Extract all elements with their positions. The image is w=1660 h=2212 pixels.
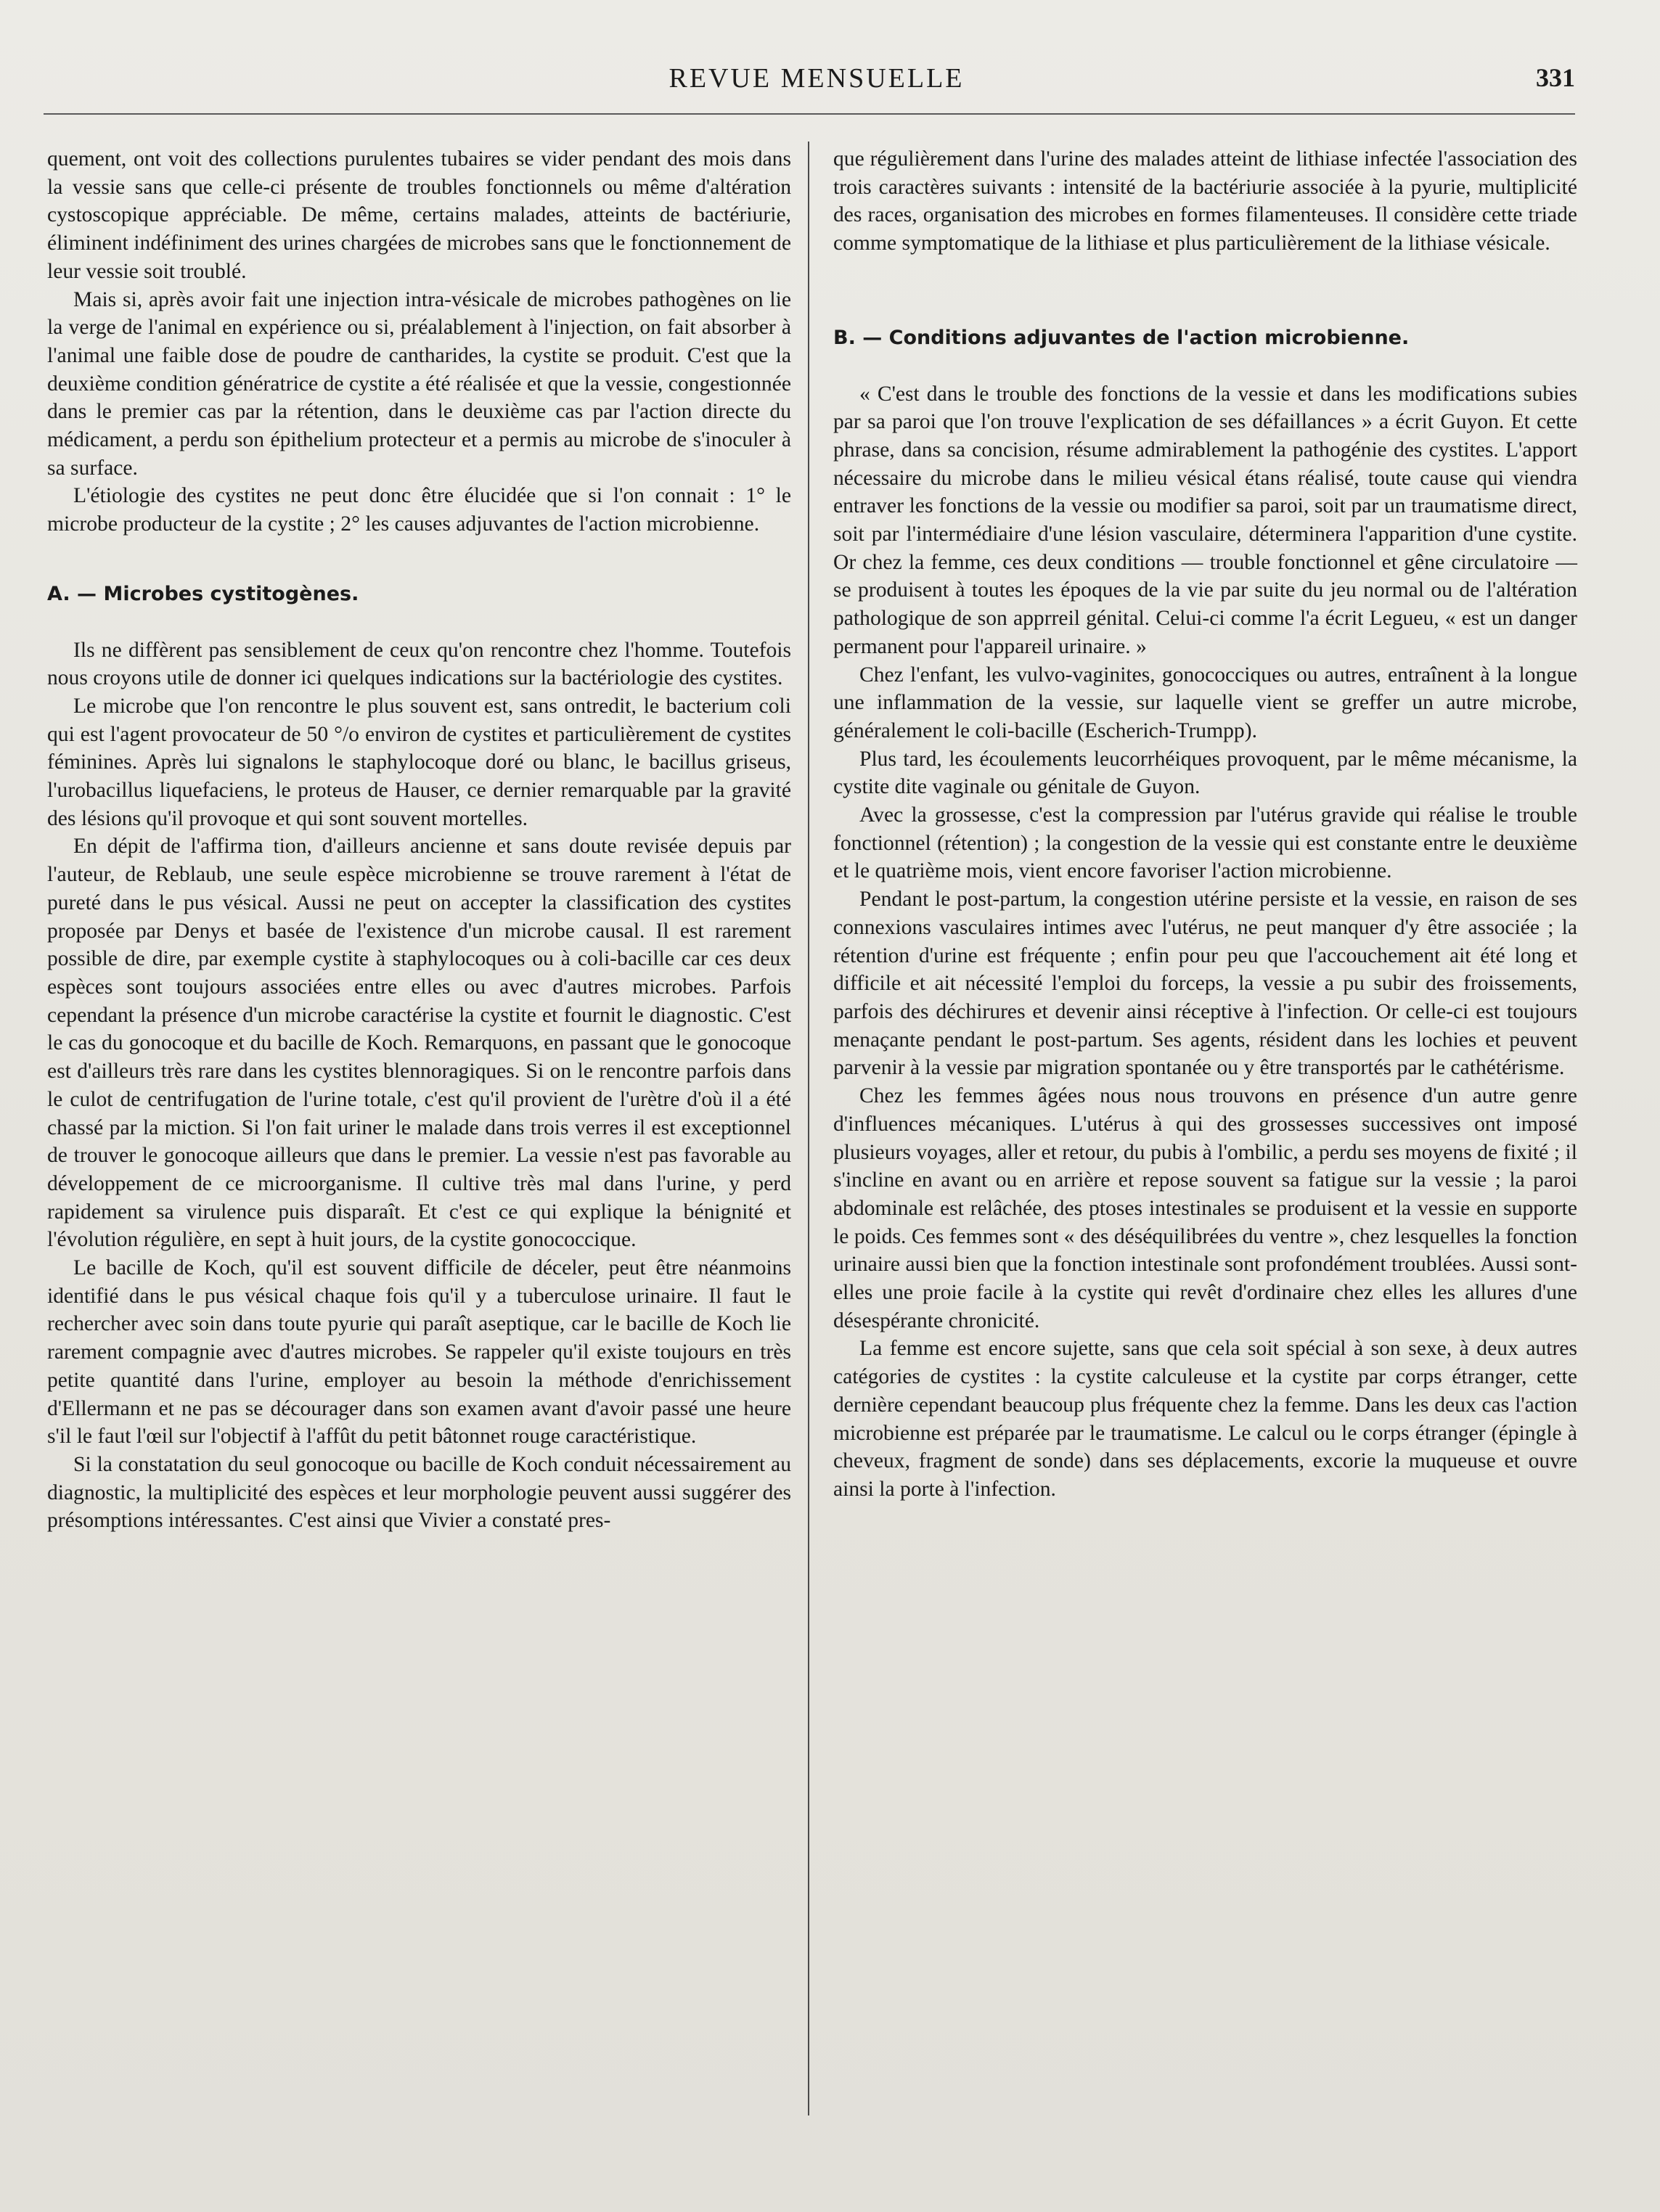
page-number: 331 (1536, 63, 1575, 92)
column-divider (808, 142, 809, 2115)
running-header (44, 57, 1590, 107)
section-gap (833, 258, 1577, 324)
section-heading-a: A. — Microbes cystitogènes. (47, 582, 359, 605)
paragraph: Chez les femmes âgées nous nous trouvons en présence d'un autre genre d'influences mécaniques. L'utérus à qui des grossesses successives ont imposé plusieurs voyages, aller et retour, du pubis à l'ombilic, a perdu ses moyens de fixité ; il s'incline en avant ou en arrière et repose souvent sa fatigue sur la vessie ; la paroi abdominale est relâchée, des ptoses intestinales se produisent et la vessie en supporte le poids. Ces femmes sont « des déséquilibrées du ventre », chez lesquelles la fonction urinaire aussi bien que la fonction intestinale sont profondément troublées. Aussi sont-elles une proie facile à la cystite qui revêt d'ordinaire chez elles les allures d'une désespérante chronicité. (833, 1084, 1577, 1332)
paragraph: que régulièrement dans l'urine des malades atteint de lithiase infectée l'association des trois caractères suivants : intensité de la bactériurie associée à la pyurie, multiplicité des races, organisation des microbes en formes filamenteuses. Il considère cette triade comme symptomatique de la lithiase et plus particulièrement de la lithiase vésicale. (833, 147, 1577, 255)
journal-title: REVUE MENSUELLE (669, 63, 965, 94)
paragraph: Le bacille de Koch, qu'il est souvent difficile de déceler, peut être néanmoins identifié dans le pus vésical chaque fois qu'il y a tuberculose urinaire. Il faut le rechercher avec soin dans toute pyurie qui paraît aseptique, car le bacille de Koch lie rarement compagnie avec d'autres microbes. Se rappeler qu'il existe toujours en très petite quantité dans l'urine, employer au besoin la méthode d'enrichissement d'Ellermann et ne pas se décourager dans son examen avant d'avoir passé une heure s'il le faut l'œil sur l'objectif à l'affût du petit bâtonnet rouge caractéristique. (47, 1256, 791, 1449)
paragraph: Plus tard, les écoulements leucorrhéiques provoquent, par le même mécanisme, la cystite dite vaginale ou génitale de Guyon. (833, 747, 1577, 799)
paragraph: L'étiologie des cystites ne peut donc être élucidée que si l'on connait : 1° le microbe producteur de la cystite ; 2° les causes adjuvantes de l'action microbienne. (47, 484, 791, 536)
paragraph: Ils ne diffèrent pas sensiblement de ceux qu'on rencontre chez l'homme. Toutefois nous croyons utile de donner ici quelques indications sur la bactériologie des cystites. (47, 638, 791, 690)
heading-gap (47, 609, 791, 636)
section-heading-b: B. — Conditions adjuvantes de l'action microbienne. (833, 326, 1410, 349)
left-column (47, 145, 791, 1535)
paragraph: En dépit de l'affirma tion, d'ailleurs ancienne et sans doute revisée depuis par l'auteur, de Reblaub, une seule espèce microbienne se trouve rarement à l'état de pureté dans le pus vésical. Aussi ne peut on accepter la classification des cystites proposée par Denys et basée de l'existence d'un microbe causal. Il est rarement possible de dire, par exemple cystite à staphylocoques ou à coli-bacille car ces deux espèces sont toujours associées entre elles ou avec d'autres microbes. Parfois cependant la présence d'un microbe caractérise la cystite et fournit le diagnostic. C'est le cas du gonocoque et du bacille de Koch. Remarquons, en passant que le gonocoque est d'ailleurs très rare dans les cystites blennoragiques. Si on le rencontre parfois dans le culot de centrifugation de l'urine totale, c'est qu'il provient de l'urètre d'où il a été chassé par la miction. Si l'on fait uriner le malade dans trois verres il est exceptionnel de trouver le gonocoque ailleurs que dans le premier. La vessie n'est pas favorable au développement de ce microorganisme. Il cultive très mal dans l'urine, y perd rapidement sa virulence puis disparaît. Et c'est ce qui explique la bénignité et l'évolution régulière, en sept à huit jours, de la cystite gonococcique. (47, 835, 791, 1252)
right-column (833, 145, 1577, 1504)
section-gap (47, 538, 791, 581)
paragraph: Mais si, après avoir fait une injection intra-vésicale de microbes pathogènes on lie la verge de l'animal en expérience ou si, préalablement à l'injection, on fait absorber à l'animal une faible dose de poudre de cantharides, la cystite se produit. C'est que la deuxième condition génératrice de cystite a été réalisée et que la vessie, congestionnée dans le premier cas par la rétention, dans le deuxième cas par l'action directe du médicament, a perdu son épithelium protecteur et a permis au microbe de s'inoculer à sa surface. (47, 287, 791, 480)
header-rule (44, 113, 1575, 115)
paragraph: quement, ont voit des collections purulentes tubaires se vider pendant des mois dans la vessie sans que celle-ci présente de troubles fonctionnels ou même d'altération cystoscopique appréciable. De même, certains malades, atteints de bactériurie, éliminent indéfiniment des urines chargées de microbes sans que le fonctionnement de leur vessie soit troublé. (47, 147, 791, 283)
paragraph: Chez l'enfant, les vulvo-vaginites, gonococciques ou autres, entraînent à la longue une inflammation de la vessie, sur laquelle vient se greffer un autre microbe, généralement le coli-bacille (Escherich-Trumpp). (833, 663, 1577, 742)
paragraph: Avec la grossesse, c'est la compression par l'utérus gravide qui réalise le trouble fonctionnel (rétention) ; la congestion de la vessie qui est constante entre le deuxième et le quatrième mois, vient encore favoriser l'action microbienne. (833, 803, 1577, 883)
paragraph: La femme est encore sujette, sans que cela soit spécial à son sexe, à deux autres catégories de cystites : la cystite calculeuse et la cystite par corps étranger, cette dernière cependant beaucoup plus fréquente chez la femme. Dans les deux cas l'action microbienne est préparée par le traumatisme. Le calcul ou le corps étranger (épingle à cheveux, fragment de sonde) dans ses déplacements, excorie la muqueuse et ouvre ainsi la porte à l'infection. (833, 1337, 1577, 1501)
paragraph: Le microbe que l'on rencontre le plus souvent est, sans ontredit, le bacterium coli qui est l'agent provocateur de 50 °/o environ de cystites et particulièrement de cystites féminines. Après lui signalons le staphylocoque doré ou blanc, le bacillus griseus, l'urobacillus liquefaciens, le proteus de Hauser, ce dernier remarquable par la gravité des lésions qu'il provoque et qui sont souvent mortelles. (47, 694, 791, 830)
paragraph: Pendant le post-partum, la congestion utérine persiste et la vessie, en raison de ses connexions vasculaires intimes avec l'utérus, ne peut manquer d'y être associée ; la rétention d'urine est fréquente ; enfin pour peu que l'accouchement ait été long et difficile et ait nécessité l'emploi du forceps, la vessie a pu subir des froissements, parfois des déchirures et devenir ainsi réceptive à l'infection. Or celle-ci est toujours menaçante pendant le post-partum. Ses agents, résident dans les lochies et peuvent parvenir à la vessie par migration spontanée ou y être transportés par le cathétérisme. (833, 888, 1577, 1080)
heading-gap (833, 353, 1577, 380)
paragraph: Si la constatation du seul gonocoque ou bacille de Koch conduit nécessairement au diagnostic, la multiplicité des espèces et leur morphologie peuvent aussi suggérer des présomptions intéressantes. C'est ainsi que Vivier a constaté pres- (47, 1452, 791, 1533)
paragraph: « C'est dans le trouble des fonctions de la vessie et dans les modifications subies par sa paroi que l'on trouve l'explication de ses défaillances » a écrit Guyon. Et cette phrase, dans sa concision, résume admirablement la pathogénie des cystites. L'apport nécessaire du microbe dans le milieu vésical étans réalisé, toute cause qui viendra entraver les fonctions de la vessie ou modifier sa paroi, soit par un traumatisme direct, soit par l'intermédiaire d'une lésion vasculaire, déterminera l'apparition d'une cystite. Or chez la femme, ces deux conditions — trouble fonctionnel et gêne circulatoire — se produisent à toutes les époques de la vie par suite du jeu normal ou de l'altération pathologique de son apprreil génital. Celui-ci comme l'a écrit Legueu, « est un danger permanent pour l'appareil urinaire. » (833, 382, 1577, 658)
